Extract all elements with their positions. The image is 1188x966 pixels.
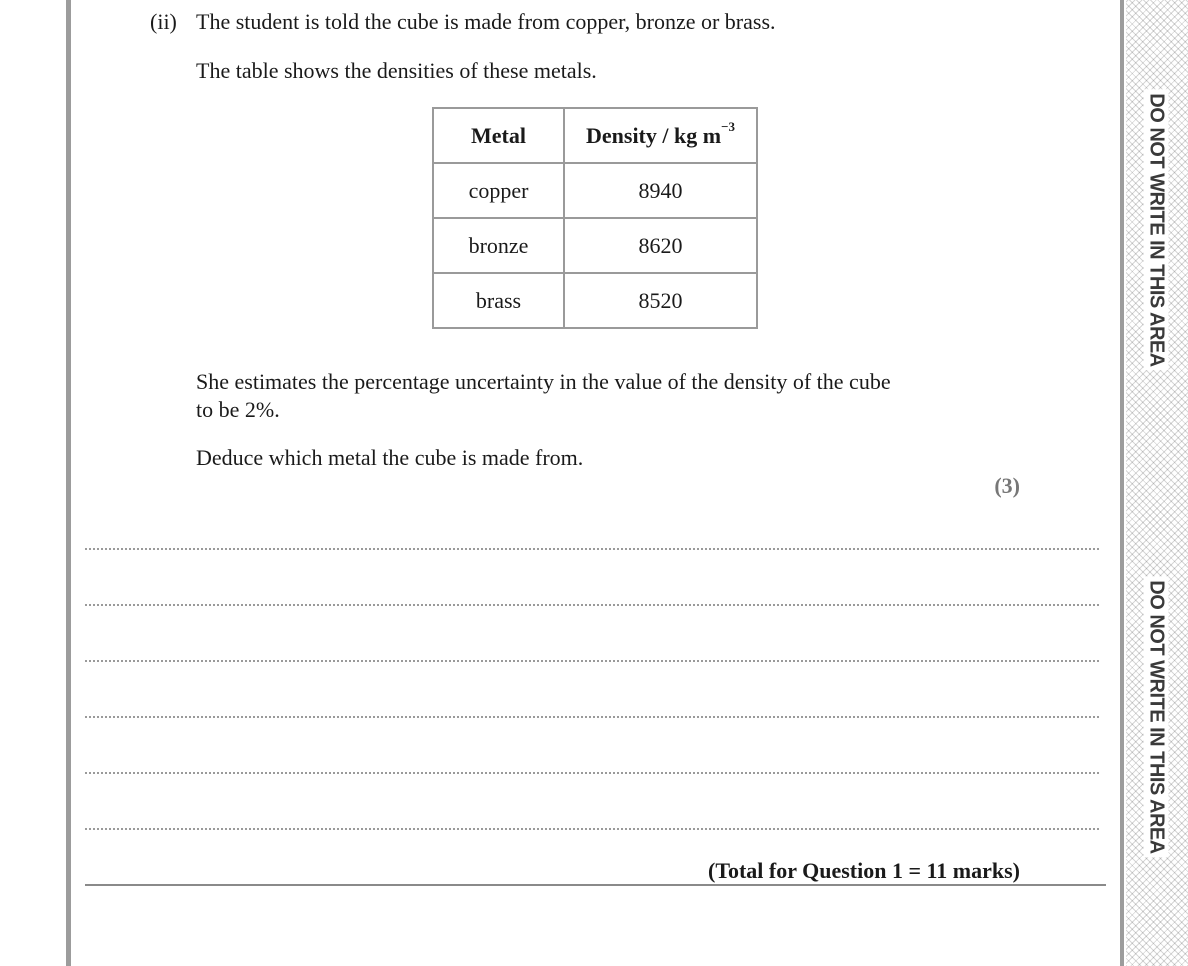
margin-divider (1120, 0, 1124, 966)
table-header-row (433, 108, 757, 163)
metal-cell: copper (433, 163, 564, 218)
metal-cell: bronze (433, 218, 564, 273)
answer-line[interactable] (85, 772, 1099, 774)
table-row (433, 218, 757, 273)
header-density: Density / kg $m^{-3}$ (564, 108, 757, 163)
table-intro: The table shows the densities of these metals. (196, 58, 597, 83)
uncertainty-text-line2: to be 2%. (196, 397, 280, 422)
answer-line[interactable] (85, 548, 1099, 550)
answer-line[interactable] (85, 828, 1099, 830)
answer-line[interactable] (85, 660, 1099, 662)
header-metal: Metal (433, 108, 564, 163)
answer-line[interactable] (85, 716, 1099, 718)
uncertainty-text-line1: She estimates the percentage uncertainty in the value of the density of the cube (196, 369, 891, 394)
marks-label: (3) (994, 473, 1020, 498)
question-text: The student is told the cube is made from copper, bronze or brass. (196, 9, 776, 34)
table-row (433, 163, 757, 218)
question-total: (Total for Question 1 = 11 marks) (708, 858, 1020, 883)
answer-line[interactable] (85, 604, 1099, 606)
bottom-rule (85, 884, 1106, 886)
density-table (432, 107, 758, 329)
metal-cell: brass (433, 273, 564, 328)
question-number: (ii) (150, 9, 177, 34)
instruction-text: Deduce which metal the cube is made from. (196, 445, 584, 470)
density-cell: 8520 (564, 273, 757, 328)
table-row (433, 273, 757, 328)
page-left-border (66, 0, 71, 966)
density-cell: 8620 (564, 218, 757, 273)
density-cell: 8940 (564, 163, 757, 218)
